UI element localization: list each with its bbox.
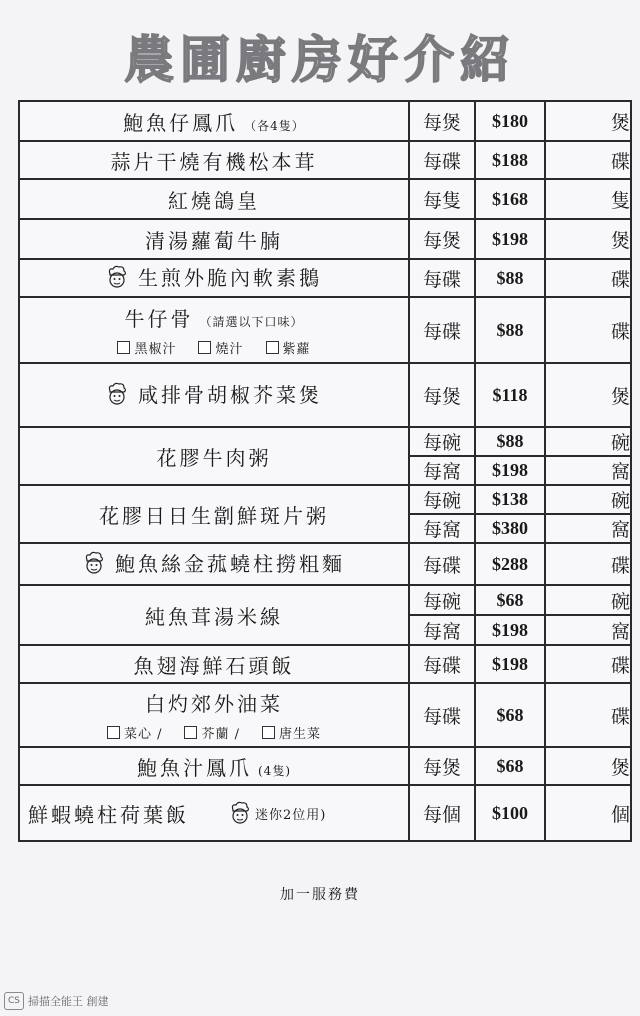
checkbox[interactable]: [198, 341, 211, 354]
menu-row: [19, 485, 631, 514]
chef-recommend-icon: [229, 801, 251, 825]
menu-table: [18, 100, 632, 842]
serving-label: 每煲: [409, 219, 475, 259]
menu-title: 農圃廚房好介紹: [124, 30, 516, 89]
dish-name: 花膠日日生劏鮮斑片粥: [99, 503, 329, 528]
serving-label: 每碟: [409, 645, 475, 683]
option-label: 紫蘿: [282, 342, 311, 357]
menu-row: [19, 785, 631, 841]
dish-name: 牛仔骨: [124, 307, 194, 331]
vegetable-options: [20, 723, 408, 742]
option-choy-sum[interactable]: [107, 723, 163, 742]
serving-label: 每窩: [409, 456, 475, 485]
dish-name-cell: [19, 427, 409, 485]
dish-name: 鮮蝦蟯柱荷葉飯: [28, 802, 189, 827]
price: $88: [475, 297, 545, 363]
dish-name: 蒜片干燒有機松本茸: [110, 149, 318, 174]
unit-label: 碟: [545, 141, 631, 179]
price: $198: [475, 219, 545, 259]
option-label: 唐生菜: [279, 727, 322, 742]
scanner-text: 掃描全能王 創建: [28, 995, 109, 1008]
serving-label: 每煲: [409, 747, 475, 785]
unit-label: 碗: [545, 485, 631, 514]
dish-name: 咸排骨胡椒芥菜煲: [138, 383, 322, 408]
dish-note: (4隻): [258, 763, 291, 778]
dish-name: 紅燒鴿皇: [168, 188, 260, 213]
dish-note: （請選以下口味）: [199, 315, 304, 329]
unit-label: 窩: [545, 456, 631, 485]
price: $68: [475, 683, 545, 747]
serving-label: 每隻: [409, 179, 475, 219]
serving-label: 每窩: [409, 514, 475, 543]
price: $138: [475, 485, 545, 514]
serving-label: 每煲: [409, 101, 475, 141]
option-label: 黑椒汁: [134, 342, 177, 357]
price: $188: [475, 141, 545, 179]
dish-name: 白灼郊外油菜: [145, 692, 283, 716]
dish-name-cell: [19, 543, 409, 585]
dish-name: 生煎外脆內軟素鵝: [138, 266, 322, 291]
price: $168: [475, 179, 545, 219]
option-bbq-sauce[interactable]: [198, 338, 243, 357]
unit-label: 煲: [545, 101, 631, 141]
dish-name: 魚翅海鮮石頭飯: [133, 653, 295, 678]
chef-recommend-icon: [106, 382, 128, 406]
dish-name-cell: [19, 363, 409, 427]
menu-row: [19, 427, 631, 456]
serving-label: 每碟: [409, 543, 475, 585]
price: $288: [475, 543, 545, 585]
price: $88: [475, 259, 545, 297]
unit-label: 碟: [545, 645, 631, 683]
unit-label: 碗: [545, 585, 631, 615]
menu-row: [19, 297, 631, 363]
checkbox[interactable]: [266, 341, 279, 354]
menu-row: [19, 141, 631, 179]
menu-row: [19, 747, 631, 785]
price: $88: [475, 427, 545, 456]
menu-row: [19, 645, 631, 683]
chef-recommend-icon: [83, 551, 105, 575]
chef-recommend-icon: [106, 265, 128, 289]
unit-label: 煲: [545, 363, 631, 427]
dish-note: （各4隻）: [244, 118, 305, 133]
price: $198: [475, 615, 545, 645]
menu-row: [19, 101, 631, 141]
price: $100: [475, 785, 545, 841]
serving-label: 每煲: [409, 363, 475, 427]
checkbox[interactable]: [107, 726, 120, 739]
menu-row: [19, 219, 631, 259]
dish-name-cell: [19, 219, 409, 259]
checkbox[interactable]: [262, 726, 275, 739]
unit-label: 窩: [545, 514, 631, 543]
serving-label: 每碟: [409, 259, 475, 297]
dish-name-cell: [19, 747, 409, 785]
price: $180: [475, 101, 545, 141]
menu-row: [19, 543, 631, 585]
unit-label: 個: [545, 785, 631, 841]
dish-name-cell: [19, 179, 409, 219]
price: $198: [475, 645, 545, 683]
price: $68: [475, 585, 545, 615]
unit-label: 窩: [545, 615, 631, 645]
dish-name-cell: [19, 645, 409, 683]
menu-row: [19, 683, 631, 747]
dish-name-cell: [19, 683, 409, 747]
menu-row: [19, 585, 631, 615]
checkbox[interactable]: [117, 341, 130, 354]
dish-name: 花膠牛肉粥: [156, 445, 272, 470]
unit-label: 煲: [545, 747, 631, 785]
unit-label: 碟: [545, 543, 631, 585]
dish-name-cell: [19, 297, 409, 363]
price: $198: [475, 456, 545, 485]
option-label: 芥蘭 /: [201, 727, 240, 742]
option-lettuce[interactable]: [262, 723, 321, 742]
flavour-options: [20, 338, 408, 357]
portion-note: 迷你2位用): [255, 807, 327, 823]
price: $118: [475, 363, 545, 427]
option-purple-sauce[interactable]: [266, 338, 311, 357]
unit-label: 碗: [545, 427, 631, 456]
unit-label: 碟: [545, 683, 631, 747]
unit-label: 隻: [545, 179, 631, 219]
dish-name-cell: [19, 101, 409, 141]
dish-name: 清湯蘿蔔牛腩: [145, 228, 283, 253]
option-label: 菜心 /: [123, 727, 163, 742]
serving-label: 每碟: [409, 683, 475, 747]
menu-row: [19, 259, 631, 297]
dish-name: 鮑魚汁鳳爪: [137, 755, 252, 780]
option-kai-lan[interactable]: [184, 723, 240, 742]
menu-row: [19, 363, 631, 427]
unit-label: 煲: [545, 219, 631, 259]
serving-label: 每窩: [409, 615, 475, 645]
dish-name-cell: [19, 585, 409, 645]
dish-name-cell: [19, 141, 409, 179]
serving-label: 每碟: [409, 297, 475, 363]
option-black-pepper[interactable]: [117, 338, 176, 357]
unit-label: 碟: [545, 259, 631, 297]
serving-label: 每個: [409, 785, 475, 841]
serving-label: 每碗: [409, 585, 475, 615]
dish-name: 鮑魚絲金菰蟯柱撈粗麵: [115, 552, 345, 577]
option-label: 燒汁: [215, 342, 244, 357]
checkbox[interactable]: [184, 726, 197, 739]
service-charge-note: 加一服務費: [280, 887, 360, 903]
price: $380: [475, 514, 545, 543]
unit-label: 碟: [545, 297, 631, 363]
camscanner-logo-icon: CS: [4, 992, 24, 1010]
scanner-watermark: [4, 992, 109, 1010]
serving-label: 每碗: [409, 485, 475, 514]
dish-name: 純魚茸湯米線: [145, 604, 283, 629]
serving-label: 每碟: [409, 141, 475, 179]
menu-row: [19, 179, 631, 219]
dish-name: 鮑魚仔鳳爪: [123, 110, 239, 135]
dish-name-cell: [19, 785, 409, 841]
dish-name-cell: [19, 259, 409, 297]
serving-label: 每碗: [409, 427, 475, 456]
price: $68: [475, 747, 545, 785]
dish-name-cell: [19, 485, 409, 543]
